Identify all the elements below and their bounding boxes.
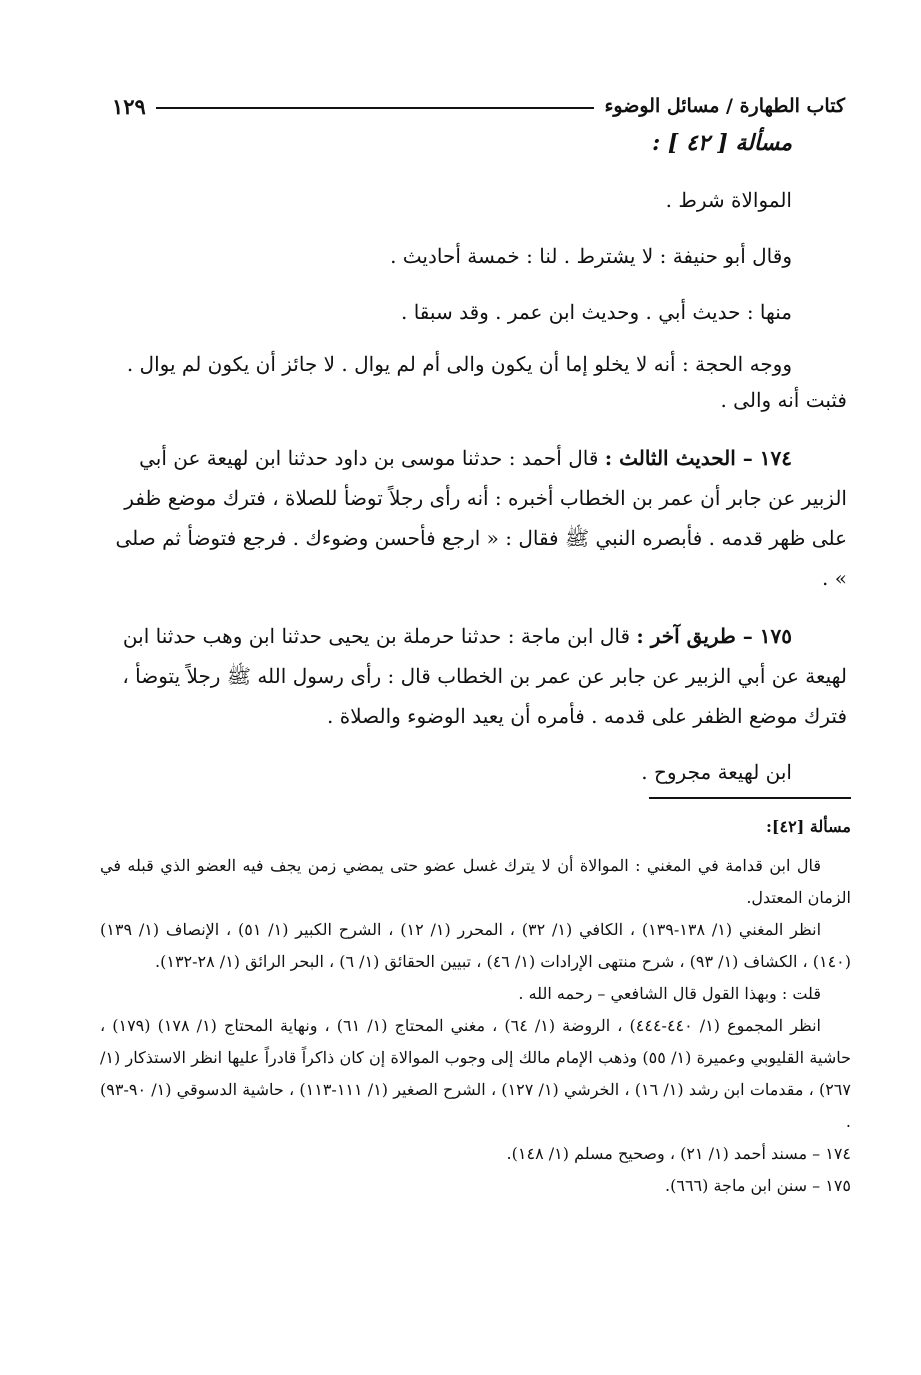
footnote-shafii: قلت : وبهذا القول قال الشافعي – رحمه الله . — [518, 984, 821, 1003]
hadith-175-label: ١٧٥ – طريق آخر : — [636, 624, 792, 648]
hadith-175 — [106, 616, 847, 736]
hadith-174-text: قال أحمد : حدثنا موسى بن داود حدثنا ابن لهيعة عن أبي الزبير عن جابر أن عمر بن الخطاب أخبره : أنه رأى رجلاً توضأ للصلاة ، فترك موضع ظفر على ظهر قدمه . فأبصره النبي ﷺ فقال : « ارجع فأحسن وضوءك . فرجع فتوضأ ثم صلى » . — [115, 446, 847, 590]
main-text — [106, 128, 847, 790]
hadith-174-label: ١٧٤ – الحديث الثالث : — [604, 446, 792, 470]
page-number: ١٢٩ — [112, 93, 146, 119]
paragraph-abu-hanifa: وقال أبو حنيفة : لا يشترط . لنا : خمسة أحاديث . — [390, 244, 792, 268]
footnote-ibn-qudama: قال ابن قدامة في المغني : الموالاة أن لا يترك غسل عضو حتى يمضي زمن يجف فيه العضو الذي قبله في الزمان المعتدل. — [100, 856, 851, 907]
header-rule — [156, 107, 595, 109]
issue-title: مسألة [ ٤٢ ] : — [652, 130, 792, 156]
paragraph-condition: الموالاة شرط . — [665, 188, 792, 212]
footnotes — [100, 812, 851, 1202]
running-header — [112, 88, 845, 124]
paragraph-hadiths: منها : حديث أبي . وحديث ابن عمر . وقد سبقا . — [401, 300, 792, 324]
paragraph-conclusion: ابن لهيعة مجروح . — [641, 760, 792, 784]
footnote-175: ١٧٥ – سنن ابن ماجة (٦٦٦). — [665, 1176, 851, 1195]
footnote-174: ١٧٤ – مسند أحمد (١/ ٢١) ، وصحيح مسلم (١/ ١٤٨). — [506, 1144, 851, 1163]
footnote-heading: مسألة [٤٢]: — [766, 817, 851, 836]
hadith-174 — [106, 438, 847, 598]
footnote-separator — [649, 797, 851, 799]
paragraph-argument: ووجه الحجة : أنه لا يخلو إما أن يكون والى أم لم يوال . لا جائز أن يكون لم يوال . فثبت أنه والى . — [126, 352, 847, 412]
header-title: كتاب الطهارة / مسائل الوضوء — [604, 95, 845, 117]
footnote-hanbali-refs: انظر المغني (١/ ١٣٨-١٣٩) ، الكافي (١/ ٣٢) ، المحرر (١/ ١٢) ، الشرح الكبير (١/ ٥١) ، الإنصاف (١/ ١٣٩) (١٤٠) ، الكشاف (١/ ٩٣) ، شرح منتهى الإرادات (١/ ٤٦) ، تبيين الحقائق (١/ ٦) ، البحر الرائق (١/ ٢٨-١٣٢). — [100, 920, 851, 971]
hadith-175-text: قال ابن ماجة : حدثنا حرملة بن يحيى حدثنا ابن وهب حدثنا ابن لهيعة عن أبي الزبير عن جابر عن عمر بن الخطاب قال : رأى رسول الله ﷺ رجلاً يتوضأ ، فترك موضع الظفر على قدمه . فأمره أن يعيد الوضوء والصلاة . — [122, 624, 847, 728]
footnote-shafii-maliki-refs: انظر المجموع (١/ ٤٤٠-٤٤٤) ، الروضة (١/ ٦٤) ، مغني المحتاج (١/ ٦١) ، ونهاية المحتاج (١/ ١٧٨) (١٧٩) ، حاشية القليوبي وعميرة (١/ ٥٥) وذهب الإمام مالك إلى وجوب الموالاة إن كان ذاكراً قادراً عليها انظر الاستذكار (١/ ٢٦٧) ، مقدمات ابن رشد (١/ ١٦) ، الخرشي (١/ ١٢٧) ، الشرح الصغير (١/ ١١١-١١٣) ، حاشية الدسوقي (١/ ٩٠-٩٣) . — [100, 1016, 851, 1131]
